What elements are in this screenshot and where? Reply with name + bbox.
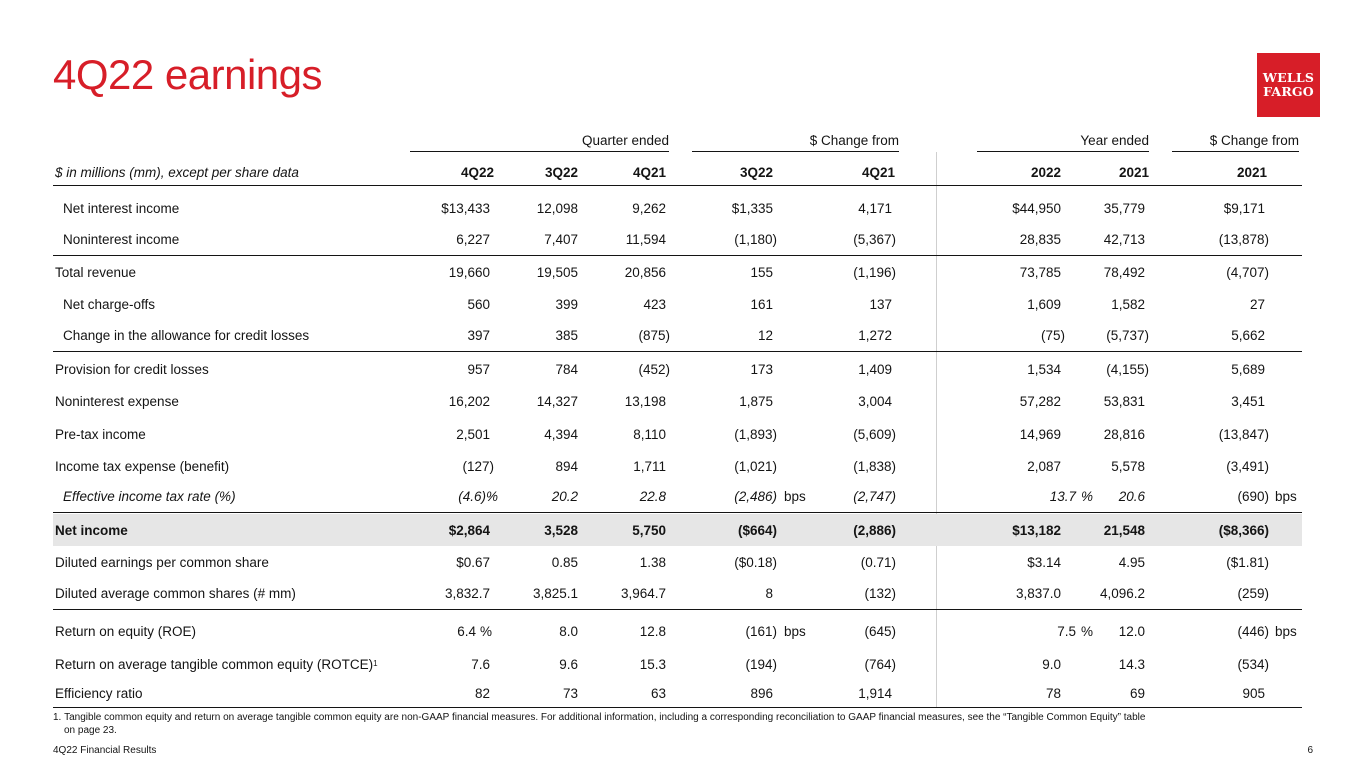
value-2021: 28,816: [1103, 426, 1145, 442]
value-2021: (4,155): [1106, 361, 1149, 377]
row-label: Total revenue: [55, 264, 137, 280]
value-4q22: (127): [462, 458, 494, 474]
value-4q21: 63: [650, 686, 666, 701]
table-row-rotce: [53, 648, 1302, 680]
value-2021: 5,578: [1111, 458, 1145, 474]
value-4q21: 11,594: [625, 232, 666, 247]
value-change-3q22: ($664): [737, 522, 777, 538]
value-4q21: 423: [643, 296, 666, 312]
value-change-4q21: (645): [864, 623, 896, 639]
value-4q21: 12.8: [639, 623, 666, 639]
value-change-3q22: ($0.18): [734, 554, 777, 570]
footnote: 1. Tangible common equity and return on average tangible common equity are non-GAAP financial measures. For additional information, including a corresponding reconciliation to GAAP financial measures, see the “Tangible Common Equity” table on page 23.: [53, 712, 1146, 736]
value-2021: 78,492: [1103, 264, 1145, 280]
value-change-4q21: (5,609): [853, 426, 896, 442]
group-header-year-change: $ Change from: [1172, 133, 1299, 152]
value-3q22: 0.85: [551, 554, 578, 570]
wells-fargo-logo: [1257, 53, 1320, 117]
value-2022: $3.14: [1027, 554, 1061, 570]
unit-bps: bps: [1275, 623, 1297, 639]
unit-bps: bps: [784, 489, 806, 504]
value-change-3q22: (1,180): [734, 232, 777, 247]
row-label: Diluted earnings per common share: [55, 554, 269, 570]
value-2021: (5,737): [1106, 328, 1149, 343]
row-label: Net interest income: [63, 200, 180, 216]
value-change-4q21: (0.71): [860, 554, 896, 570]
value-4q22: 16,202: [448, 393, 490, 409]
value-2022: 9.0: [1042, 656, 1061, 672]
footer-title: 4Q22 Financial Results: [53, 745, 157, 756]
row-label: Net charge-offs: [63, 296, 156, 312]
value-change-2021: (446): [1237, 623, 1269, 639]
value-change-4q21: (2,747): [853, 489, 896, 504]
value-4q22: $2,864: [448, 522, 490, 538]
value-4q21: (875): [638, 328, 670, 343]
value-2021: 4.95: [1118, 554, 1145, 570]
value-4q22: 2,501: [456, 426, 490, 442]
unit-percent: %: [1081, 623, 1094, 639]
header-4q22: 4Q22: [460, 165, 494, 180]
table-row-net-interest-income: [53, 192, 1302, 224]
header-change-4q21: 4Q21: [861, 165, 895, 180]
value-4q22: 6,227: [456, 232, 490, 247]
value-3q22: 12,098: [536, 200, 578, 216]
value-4q22: 397: [467, 328, 490, 343]
value-change-3q22: (1,893): [734, 426, 777, 442]
value-change-3q22: $1,335: [731, 200, 773, 216]
value-4q22: 957: [467, 361, 490, 377]
value-change-2021: 5,662: [1231, 328, 1265, 343]
value-4q22: 560: [467, 296, 490, 312]
value-change-2021: 5,689: [1231, 361, 1265, 377]
value-change-3q22: 155: [750, 264, 773, 280]
value-2022: 3,837.0: [1015, 586, 1061, 601]
value-4q21: 3,964.7: [620, 586, 666, 601]
value-change-2021: (3,491): [1226, 458, 1269, 474]
value-change-3q22: 161: [750, 296, 773, 312]
value-3q22: 894: [555, 458, 578, 474]
logo-line-2: FARGO: [1263, 84, 1314, 99]
value-change-4q21: 1,272: [858, 328, 892, 343]
value-2022: 28,835: [1019, 232, 1061, 247]
row-label: Pre-tax income: [55, 426, 146, 442]
row-label: Return on average tangible common equity (ROTCE) 1: [55, 656, 378, 672]
value-2021: 4,096.2: [1099, 586, 1145, 601]
value-2022: 13.7: [1049, 489, 1076, 504]
value-3q22: 4,394: [544, 426, 578, 442]
row-label: Effective income tax rate (%): [63, 489, 236, 504]
value-change-4q21: (1,196): [853, 264, 896, 280]
value-4q21: 22.8: [639, 489, 666, 504]
value-3q22: 73: [562, 686, 578, 701]
value-4q22: 7.6: [471, 656, 490, 672]
value-3q22: 3,528: [544, 522, 578, 538]
value-2021: 12.0: [1118, 623, 1145, 639]
value-3q22: 399: [555, 296, 578, 312]
unit-percent: %: [1081, 489, 1094, 504]
table-row-pretax-income: [53, 418, 1302, 450]
value-change-4q21: (5,367): [853, 232, 896, 247]
value-2022: 1,609: [1027, 296, 1061, 312]
row-label: Noninterest expense: [55, 393, 179, 409]
value-change-2021: ($1.81): [1226, 554, 1269, 570]
value-change-3q22: 8: [765, 586, 773, 601]
group-header-year-ended: Year ended: [977, 133, 1149, 152]
value-2021: 35,779: [1103, 200, 1145, 216]
page-number: 6: [1307, 745, 1313, 756]
value-3q22: 3,825.1: [532, 586, 578, 601]
value-change-3q22: 173: [750, 361, 773, 377]
value-4q21: (452): [638, 361, 670, 377]
header-change-3q22: 3Q22: [739, 165, 773, 180]
header-3q22: 3Q22: [544, 165, 578, 180]
value-change-4q21: (132): [864, 586, 896, 601]
value-4q22: (4.6)%: [458, 489, 498, 504]
value-change-3q22: (1,021): [734, 458, 777, 474]
table-row-noninterest-expense: [53, 385, 1302, 417]
value-3q22: 9.6: [559, 656, 578, 672]
value-4q22: 3,832.7: [444, 586, 490, 601]
row-label: Noninterest income: [63, 232, 180, 247]
value-change-3q22: (161): [745, 623, 777, 639]
value-2021: 14.3: [1118, 656, 1145, 672]
value-change-4q21: (764): [864, 656, 896, 672]
value-change-2021: 905: [1242, 686, 1265, 701]
table-row-allowance-change: [53, 320, 1302, 352]
table-row-diluted-shares: [53, 578, 1302, 610]
page-title: 4Q22 earnings: [53, 51, 323, 98]
group-header-quarter-ended: Quarter ended: [410, 133, 669, 152]
value-2022: 78: [1045, 686, 1061, 701]
value-change-3q22: (2,486): [734, 489, 777, 504]
value-2021: 53,831: [1103, 393, 1145, 409]
value-2022: 57,282: [1019, 393, 1061, 409]
table-row-total-revenue: [53, 256, 1302, 288]
value-change-4q21: 3,004: [858, 393, 892, 409]
value-change-3q22: 896: [750, 686, 773, 701]
table-row-effective-tax-rate: [53, 481, 1302, 513]
value-change-2021: (13,878): [1218, 232, 1269, 247]
value-2022: 7.5: [1057, 623, 1076, 639]
value-4q21: 15.3: [639, 656, 666, 672]
table-row-diluted-eps: [53, 546, 1302, 578]
header-change-2021: 2021: [1236, 165, 1267, 180]
value-2021: 20.6: [1118, 489, 1145, 504]
header-4q21: 4Q21: [632, 165, 666, 180]
value-4q21: 8,110: [633, 426, 666, 442]
value-2022: $13,182: [1012, 522, 1061, 538]
value-change-4q21: 4,171: [858, 200, 892, 216]
row-label: Net income: [55, 522, 128, 538]
value-4q21: 20,856: [624, 264, 666, 280]
value-4q22: $0.67: [456, 554, 490, 570]
value-3q22: 14,327: [536, 393, 578, 409]
value-change-3q22: (194): [745, 656, 777, 672]
row-label: Efficiency ratio: [55, 686, 143, 701]
value-change-4q21: (1,838): [853, 458, 896, 474]
value-2022: 1,534: [1027, 361, 1061, 377]
row-label: Income tax expense (benefit): [55, 458, 230, 474]
value-change-2021: 27: [1249, 296, 1265, 312]
table-row-roe: [53, 615, 1302, 647]
value-change-4q21: 137: [869, 296, 892, 312]
table-header-row: [53, 160, 1302, 186]
value-change-4q21: 1,409: [858, 361, 892, 377]
value-4q21: 5,750: [632, 522, 666, 538]
value-3q22: 20.2: [551, 489, 578, 504]
value-3q22: 8.0: [559, 623, 578, 639]
table-row-income-tax: [53, 450, 1302, 482]
value-change-2021: (259): [1237, 586, 1269, 601]
row-label-text: Return on average tangible common equity (ROTCE): [55, 656, 374, 672]
value-change-4q21: (2,886): [853, 522, 896, 538]
value-4q22: 82: [474, 686, 490, 701]
value-4q22: 19,660: [448, 264, 490, 280]
row-label: Change in the allowance for credit losses: [63, 328, 310, 343]
table-row-net-charge-offs: [53, 288, 1302, 320]
value-2022: $44,950: [1012, 200, 1061, 216]
value-2021: 1,582: [1111, 296, 1145, 312]
value-change-2021: ($8,366): [1218, 522, 1269, 538]
value-4q22: 6.4: [457, 623, 476, 639]
group-header-quarter-change: $ Change from: [692, 133, 899, 152]
table-row-net-income: [53, 514, 1302, 546]
value-4q21: 9,262: [632, 200, 666, 216]
value-3q22: 385: [555, 328, 578, 343]
value-2022: 2,087: [1027, 458, 1061, 474]
table-row-noninterest-income: [53, 224, 1302, 256]
value-change-2021: 3,451: [1231, 393, 1265, 409]
row-label: Return on equity (ROE): [55, 623, 197, 639]
value-4q22: $13,433: [441, 200, 490, 216]
value-2021: 21,548: [1103, 522, 1145, 538]
header-2022: 2022: [1030, 165, 1061, 180]
unit-percent: %: [480, 623, 493, 639]
table-row-efficiency-ratio: [53, 680, 1302, 708]
value-change-2021: (690): [1237, 489, 1269, 504]
value-2021: 69: [1129, 686, 1145, 701]
value-3q22: 7,407: [544, 232, 578, 247]
row-label: Diluted average common shares (# mm): [55, 586, 296, 601]
value-change-2021: (534): [1237, 656, 1269, 672]
value-change-2021: (4,707): [1226, 264, 1269, 280]
header-2021: 2021: [1118, 165, 1149, 180]
value-4q21: 13,198: [624, 393, 666, 409]
value-2021: 42,713: [1103, 232, 1145, 247]
value-change-3q22: 12: [757, 328, 773, 343]
value-change-2021: (13,847): [1218, 426, 1269, 442]
logo-line-1: WELLS: [1262, 70, 1315, 85]
header-label: $ in millions (mm), except per share data: [55, 165, 299, 180]
row-label: Provision for credit losses: [55, 361, 209, 377]
value-4q21: 1,711: [633, 458, 666, 474]
value-change-3q22: 1,875: [739, 393, 773, 409]
value-2022: 14,969: [1019, 426, 1061, 442]
value-4q21: 1.38: [639, 554, 666, 570]
value-2022: 73,785: [1019, 264, 1061, 280]
unit-bps: bps: [784, 623, 806, 639]
value-change-4q21: 1,914: [858, 686, 892, 701]
value-change-2021: $9,171: [1223, 200, 1265, 216]
value-2022: (75): [1040, 328, 1065, 343]
value-3q22: 19,505: [536, 264, 578, 280]
unit-bps: bps: [1275, 489, 1297, 504]
table-row-provision: [53, 353, 1302, 385]
value-3q22: 784: [555, 361, 578, 377]
